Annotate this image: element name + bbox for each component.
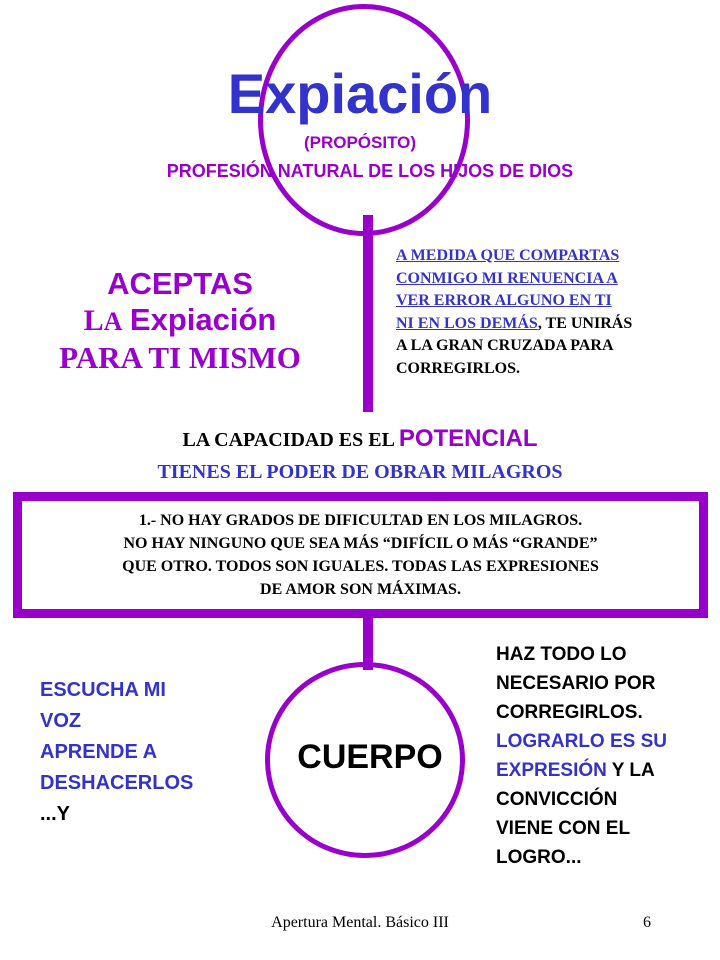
accept-l: L — [83, 304, 104, 337]
do-all-block — [496, 640, 718, 872]
footer-text: Apertura Mental. Básico III — [271, 914, 449, 931]
connector-top — [363, 215, 373, 412]
do-all-y-la: Y LA — [606, 760, 655, 781]
listen-line-3: APRENDE A — [40, 741, 158, 763]
do-all-line-7: VIENE CON EL — [496, 818, 631, 839]
accept-line-1: ACEPTAS — [107, 266, 253, 301]
miracles-line-4: DE AMOR SON MÁXIMAS. — [260, 581, 461, 598]
do-all-line-8: LOGRO... — [496, 847, 582, 868]
miracles-box — [13, 492, 708, 618]
miracles-line-2: NO HAY NINGUNO QUE SEA MÁS “DIFÍCIL O MÁS “GRANDE” — [123, 535, 598, 552]
capacity-highlight: POTENCIAL — [398, 425, 538, 452]
renuncia-line-4b: , TE UNIRÁS — [537, 314, 633, 332]
title: Expiación — [227, 62, 493, 125]
renuncia-line-4a: NI EN LOS DEMÁS — [396, 314, 538, 332]
do-all-line-3: CORREGIRLOS. — [496, 702, 643, 723]
miracles-line-3: QUE OTRO. TODOS SON IGUALES. TODAS LAS EXPRESIONES — [122, 558, 599, 575]
capacity-line — [0, 424, 720, 455]
body-label: CUERPO — [297, 738, 443, 776]
page-number: 6 — [643, 914, 651, 931]
listen-block — [40, 675, 240, 830]
accept-line-2 — [20, 302, 340, 340]
do-all-line-5 — [496, 756, 718, 785]
renuncia-line-2: CONMIGO MI RENUENCIA A — [396, 269, 618, 287]
listen-line-1: ESCUCHA MI — [40, 679, 166, 701]
do-all-expresion: EXPRESIÓN — [496, 760, 607, 781]
miracles-text — [22, 509, 699, 601]
profession-label: PROFESIÓN NATURAL DE LOS HIJOS DE DIOS — [166, 161, 574, 181]
accept-block — [20, 266, 340, 376]
do-all-line-4: LOGRARLO ES SU — [496, 731, 668, 752]
capacity-prefix: LA CAPACIDAD ES EL — [182, 429, 394, 451]
power-line: TIENES EL PODER DE OBRAR MILAGROS — [157, 461, 563, 483]
listen-line-4: DESHACERLOS — [40, 772, 194, 794]
renuncia-line-3: VER ERROR ALGUNO EN TI — [396, 292, 612, 309]
renuncia-line-6: CORREGIRLOS. — [396, 359, 521, 377]
renuncia-block — [396, 245, 716, 380]
do-all-line-2: NECESARIO POR — [496, 673, 656, 694]
accept-line-3: PARA TI MISMO — [59, 340, 301, 375]
miracles-line-1: 1.- NO HAY GRADOS DE DIFICULTAD EN LOS MILAGROS. — [138, 512, 583, 529]
accept-expiacion: Expiación — [129, 302, 277, 337]
listen-line-5: ...Y — [40, 803, 71, 825]
do-all-line-6: CONVICCIÓN — [496, 789, 618, 810]
purpose-label: (PROPÓSITO) — [303, 133, 417, 152]
listen-line-2: VOZ — [40, 710, 82, 732]
accept-a: A — [103, 307, 123, 336]
renuncia-line-5: A LA GRAN CRUZADA PARA — [396, 337, 614, 354]
do-all-line-1: HAZ TODO LO — [496, 644, 627, 665]
renuncia-line-1: A MEDIDA QUE COMPARTAS — [396, 247, 620, 264]
